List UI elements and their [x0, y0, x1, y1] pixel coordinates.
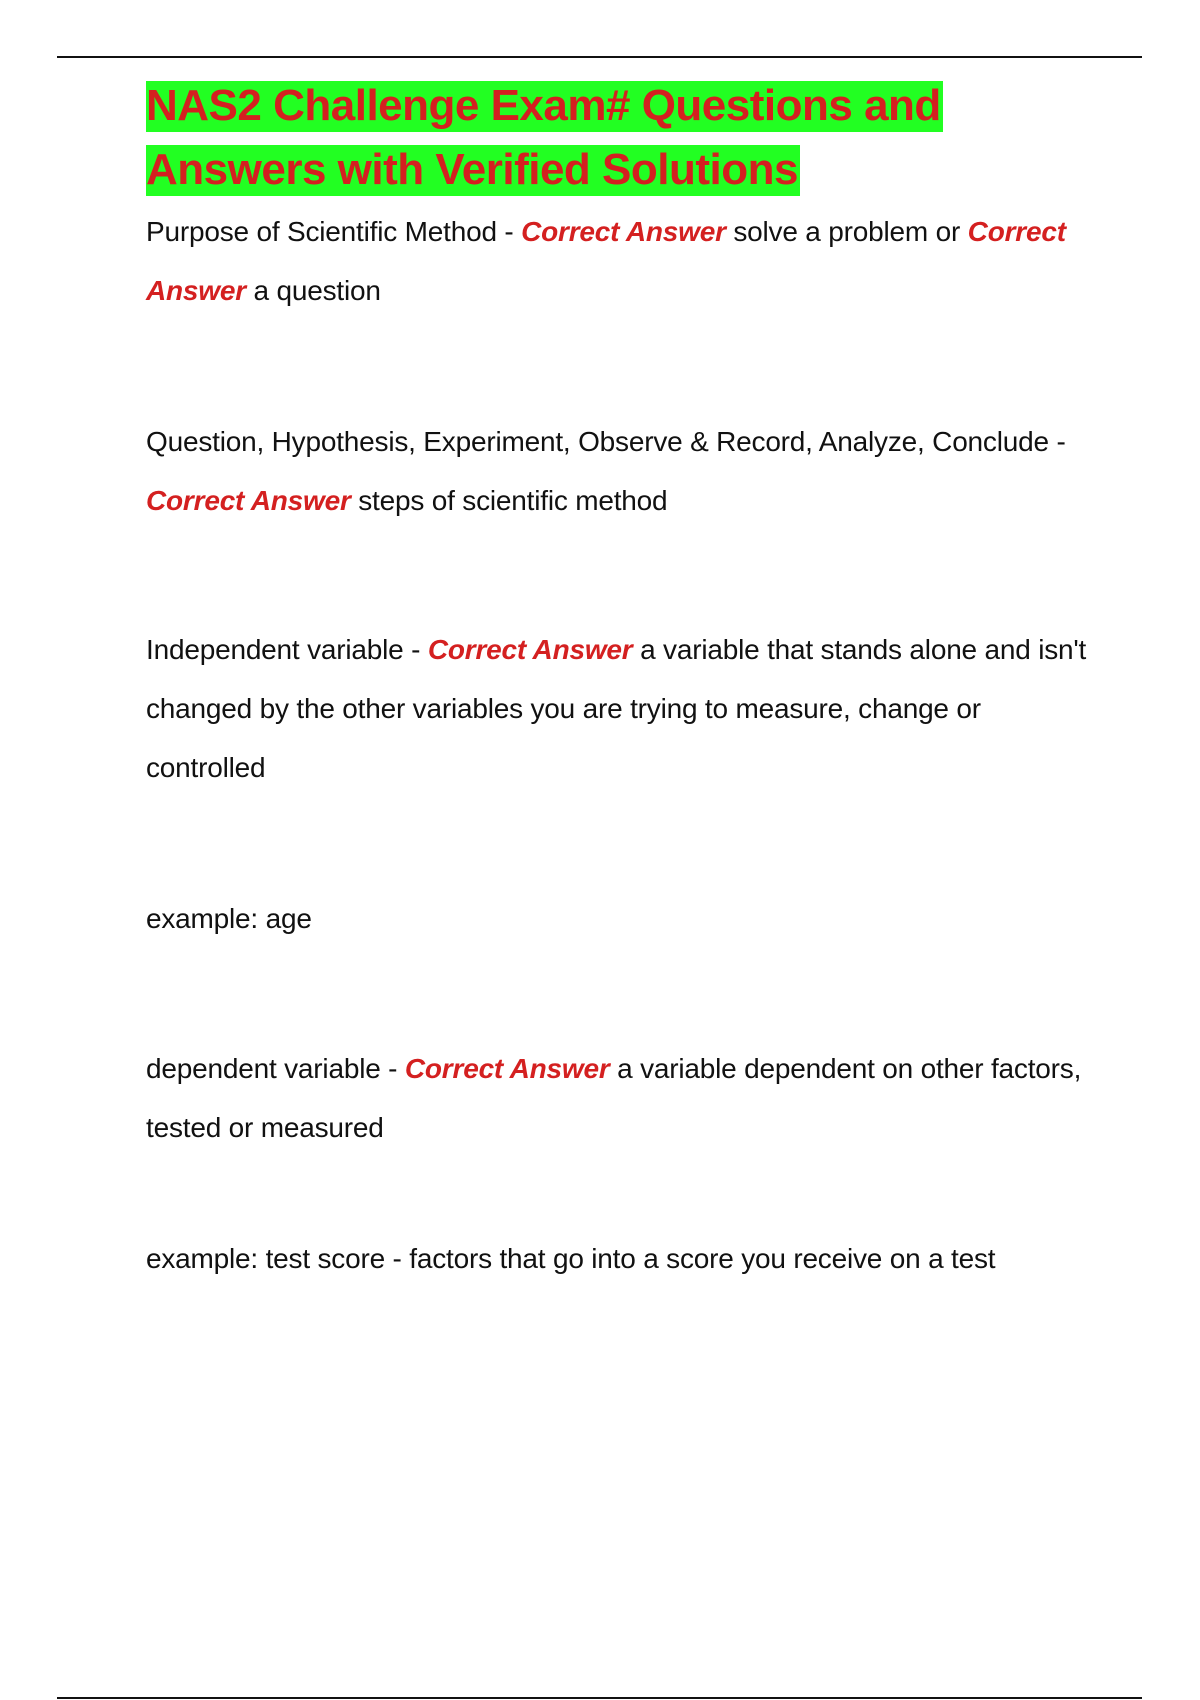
entry-scientific-method-purpose [146, 202, 1106, 320]
example-dependent-variable: example: test score - factors that go into a score you receive on a test [146, 1243, 996, 1274]
answer-text: solve a problem or [725, 216, 968, 247]
question-text: Purpose of Scientific Method - [146, 216, 522, 247]
answer-text: steps of scientific method [350, 485, 668, 516]
question-text: dependent variable - [146, 1053, 405, 1084]
answer-text: a variable that stands alone and isn't changed by the other variables you are trying to measure, change or controlled [146, 634, 1087, 783]
correct-answer-marker: Correct Answer [146, 216, 1066, 306]
question-text: Question, Hypothesis, Experiment, Observe & Record, Analyze, Conclude - [146, 426, 1066, 457]
document-title [146, 74, 1106, 202]
correct-answer-marker: Correct Answer [404, 1053, 610, 1084]
correct-answer-marker: Correct Answer [427, 634, 633, 665]
correct-answer-marker: Correct Answer [521, 216, 726, 247]
entry-independent-variable [146, 620, 1106, 797]
document-body [146, 74, 1106, 1288]
top-rule [57, 56, 1142, 58]
example-independent-variable: example: age [146, 903, 312, 934]
entry-dependent-variable [146, 1039, 1106, 1157]
title-highlight: NAS2 Challenge Exam# Questions and Answers with Verified Solutions [146, 81, 941, 194]
answer-text: a question [245, 275, 381, 306]
correct-answer-marker: Correct Answer [146, 485, 351, 516]
question-text: Independent variable - [146, 634, 428, 665]
entry-scientific-method-steps [146, 412, 1106, 530]
bottom-rule [57, 1697, 1142, 1699]
answer-text: a variable dependent on other factors, tested or measured [146, 1053, 1082, 1143]
